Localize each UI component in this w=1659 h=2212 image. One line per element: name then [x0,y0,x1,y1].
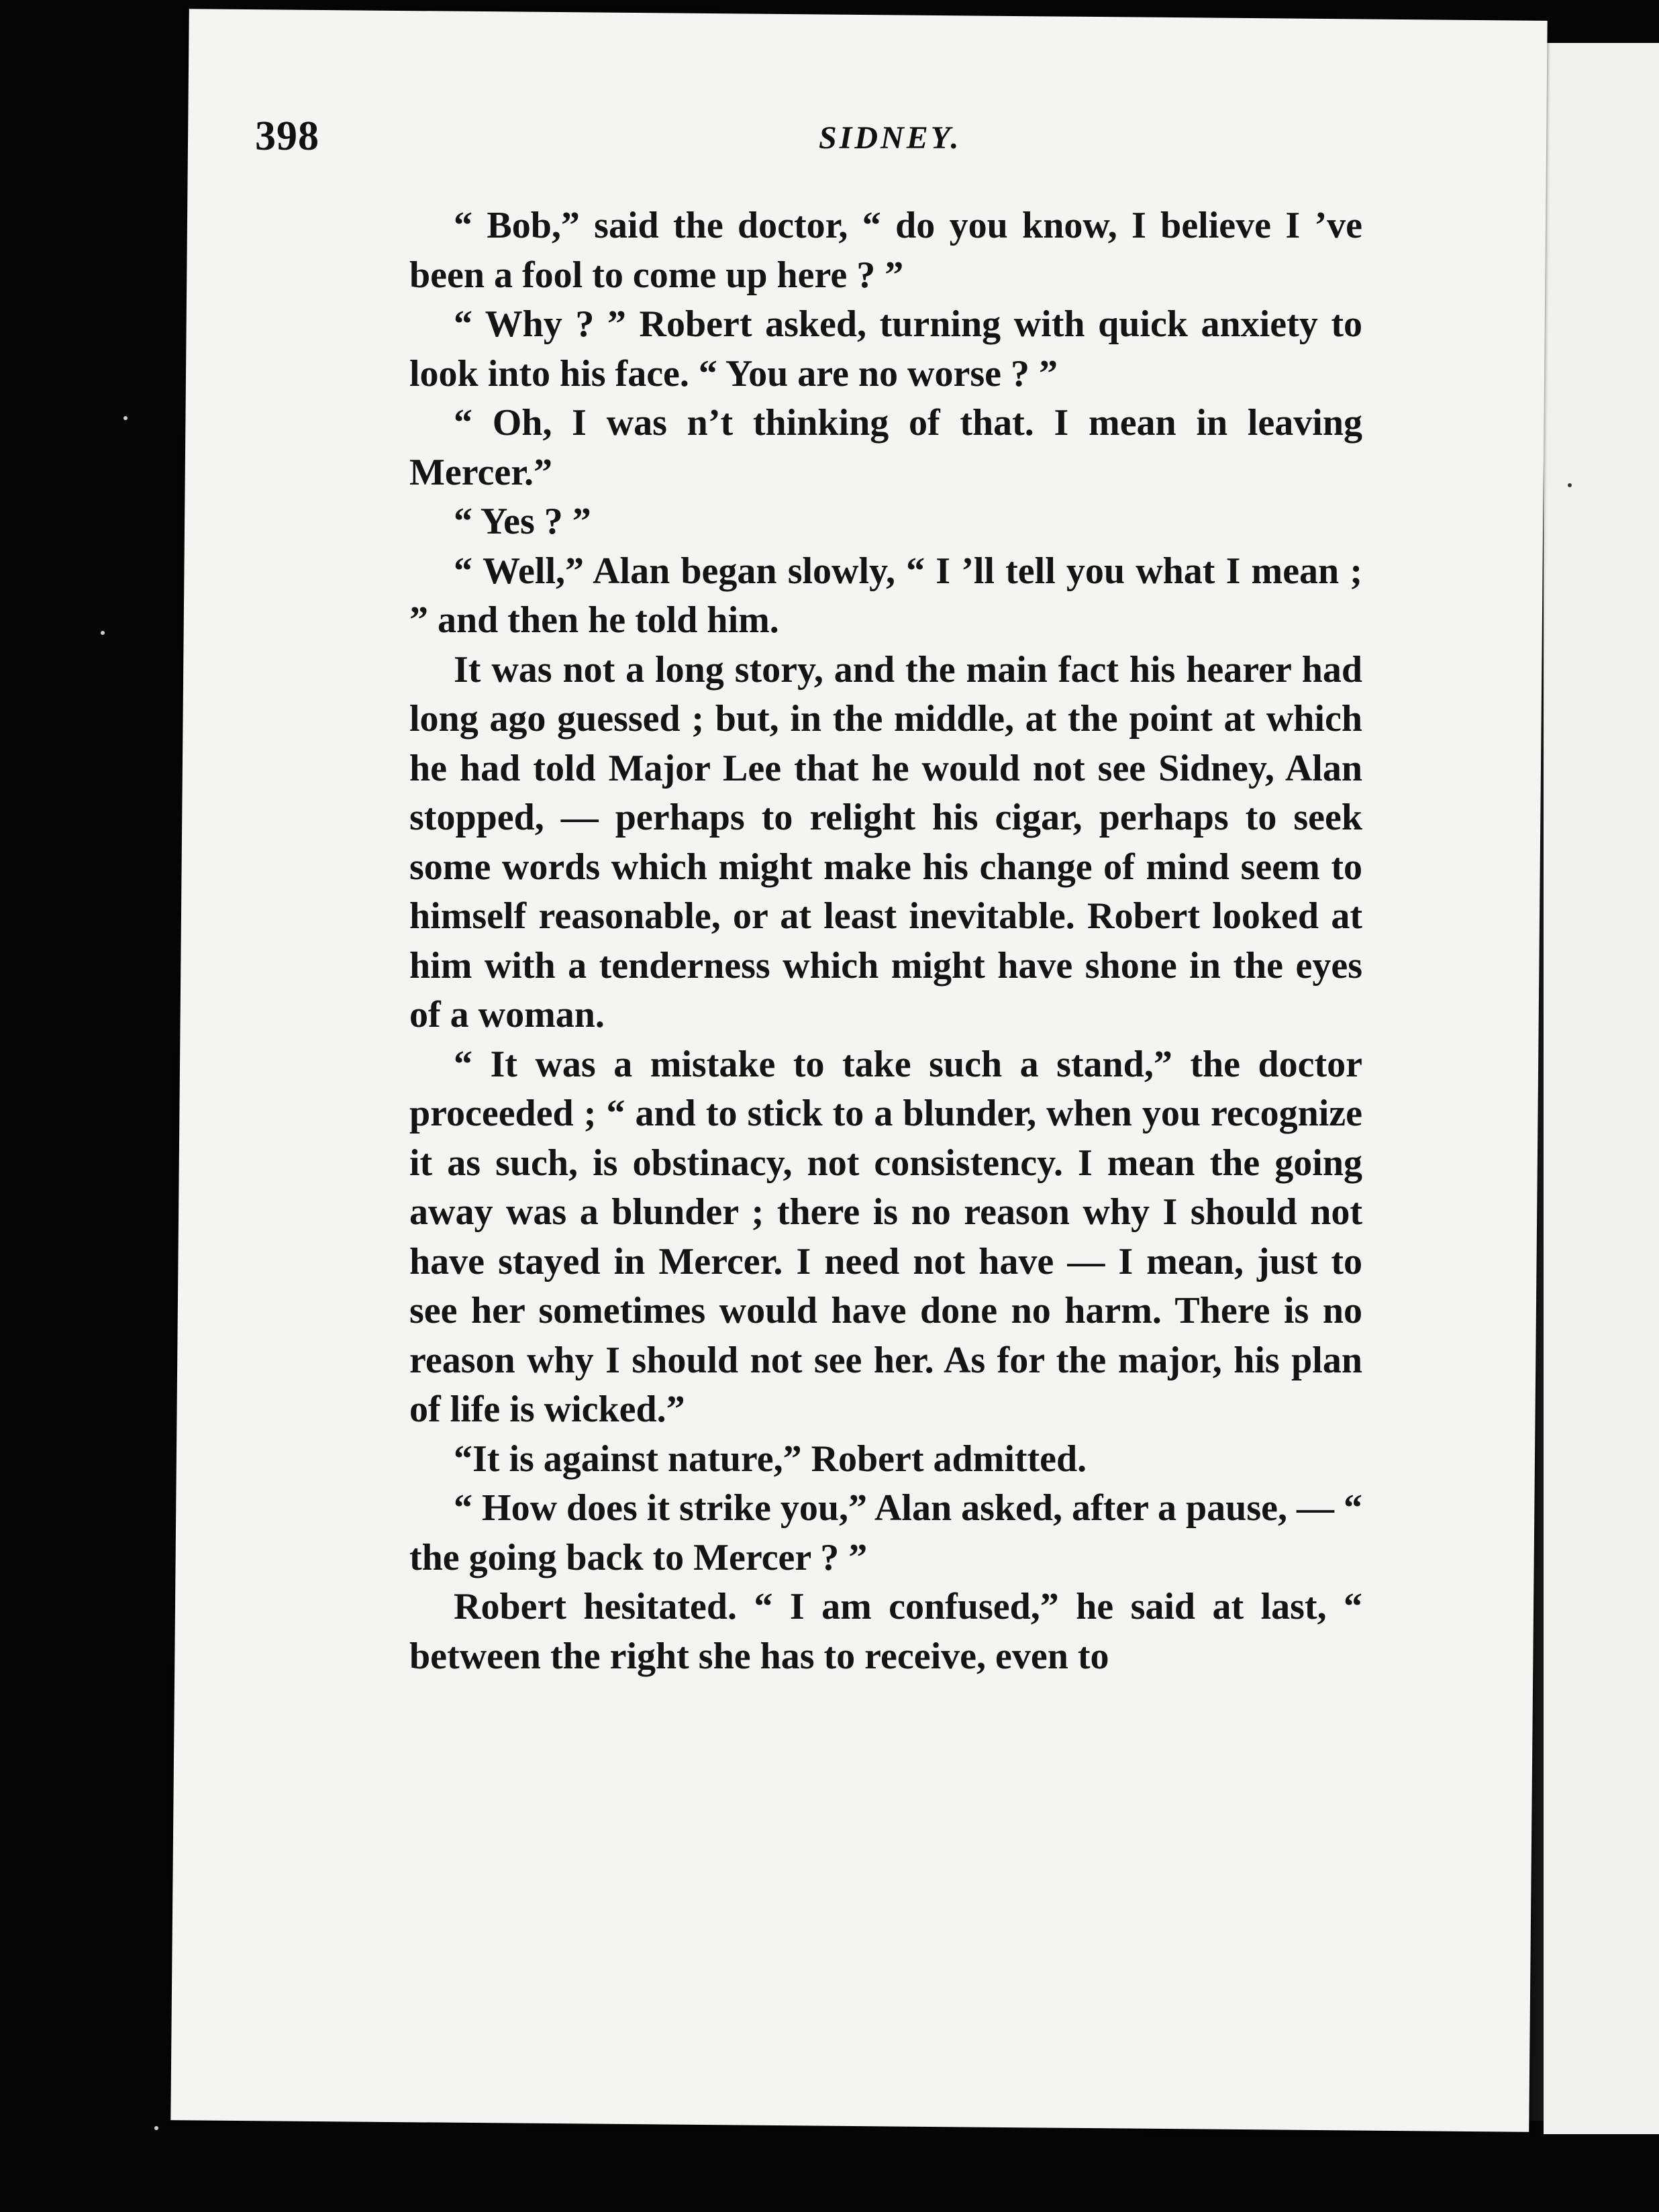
dust-speck [154,2126,158,2130]
running-head: SIDNEY. [819,120,962,156]
dust-speck [101,631,105,635]
paragraph: Robert hesitated. “ I am confused,” he said at last, “ between the right she has to receive, even to [409,1586,1362,1677]
paragraph: “ It was a mistake to take such a stand,” the doctor proceeded ; “ and to stick to a blunder, when you recognize it as such, is obstinacy, not consistency. I mean the going away was a blunder ; there is no reason why I should not have stayed in Mercer. I need not have — I mean, just to see her sometimes would have done no harm. There is no reason why I should not see her. As for the major, his plan of life is wicked.” [409,1043,1362,1430]
paragraph: “ Well,” Alan began slowly, “ I ’ll tell you what I mean ; ” and then he told him. [409,550,1362,641]
paragraph: “It is against nature,” Robert admitted. [454,1438,1087,1480]
facing-page-edge [1544,43,1659,2134]
body-text [409,201,1362,1681]
paragraph: “ Oh, I was n’t thinking of that. I mean in leaving Mercer.” [409,402,1362,493]
page-header [255,113,1382,173]
paragraph: It was not a long story, and the main fact his hearer had long ago guessed ; but, in the middle, at the point at which he had told Major Lee that he would not see Sidney, Alan stopped, — perhaps to relight his cigar, perhaps to seek some words which might make his change of mind seem to himself reasonable, or at least inevitable. Robert looked at him with a tenderness which might have shone in the eyes of a woman. [409,648,1362,1036]
paragraph: “ How does it strike you,” Alan asked, after a pause, — “ the going back to Mercer ? ” [409,1487,1362,1578]
paragraph: “ Bob,” said the doctor, “ do you know, I believe I ’ve been a fool to come up here ? ” [409,205,1362,296]
page-number: 398 [255,113,319,159]
dust-speck [1568,483,1572,487]
paragraph: “ Why ? ” Robert asked, turning with quick anxiety to look into his face. “ You are no worse ? ” [409,303,1362,395]
dust-speck [123,416,128,420]
paragraph: “ Yes ? ” [454,501,591,542]
